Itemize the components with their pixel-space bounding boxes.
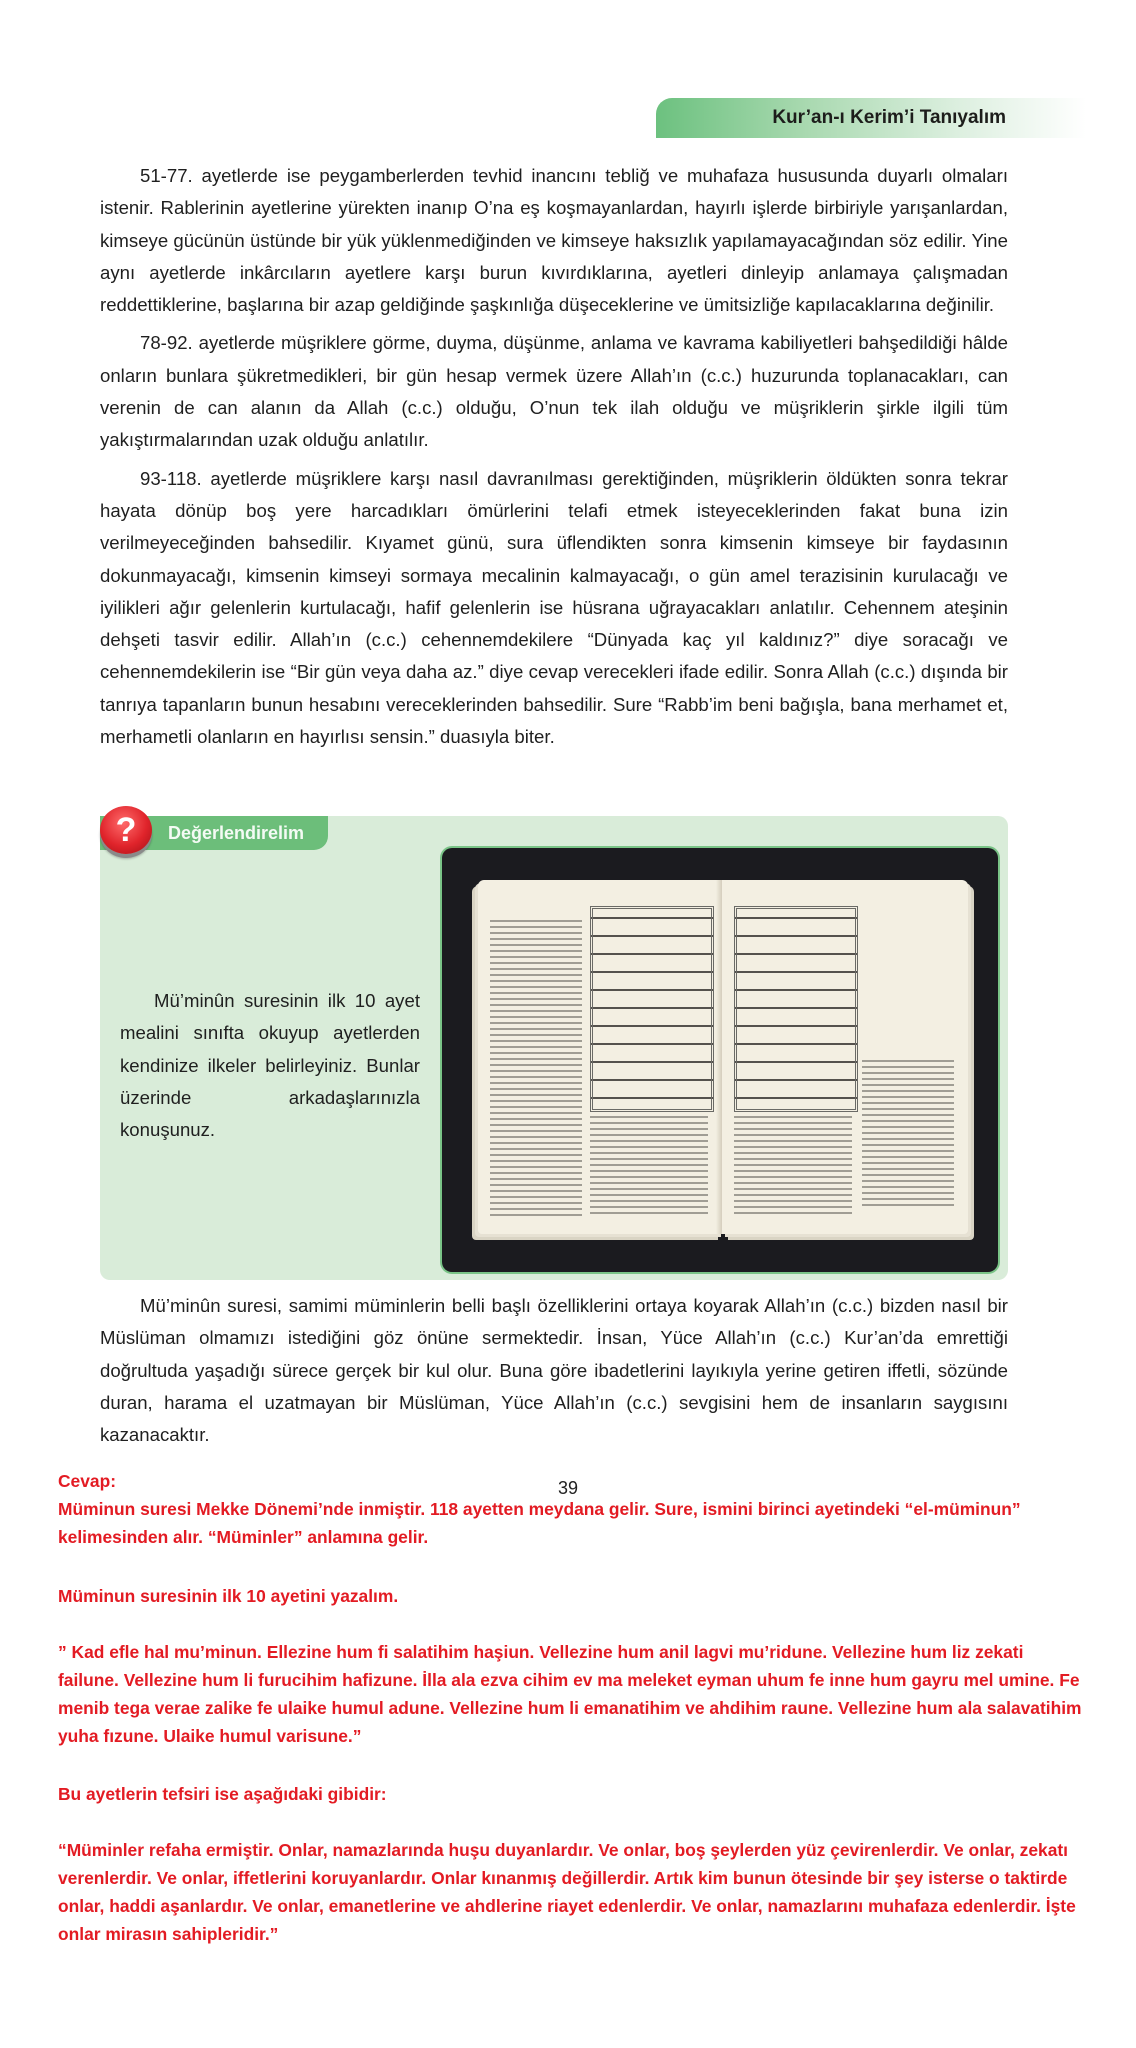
body-text — [100, 160, 1008, 759]
translation-text-lines — [734, 1116, 852, 1216]
paragraph-93-118: 93-118. ayetlerde müşriklere karşı nasıl davranılması gerektiğinden, müşriklerin öldükten sonra tekrar hayata dönüp boş yere harcadıkları ömürlerini telafi etmek isteyeceklerinden fakat buna izin verilmeyeceğinden bahsedilir. Kıyamet günü, sura üflendikten sonra kimsenin kimseye bir faydasının dokunmayacağı, kimsenin kimseyi sormaya mecalinin kalmayacağı, o gün amel terazisinin kurulacağı ve iyilikleri ağır gelenlerin kurtulacağı, hafif gelenlerin ise hüsrana uğrayacakları anlatılır. Cehennem ateşinin dehşeti tasvir edilir. Allah’ın (c.c.) cehennemdekilere “Dünyada kaç yıl kaldınız?” diye soracağı ve cehennemdekilerin ise “Bir gün veya daha az.” diye cevap verecekleri ifade edilir. Sonra Allah (c.c.) dışında bir tanrıya tapanların bunun hesabını vereceklerinden bahsedilir. Sure “Rabb’im beni bağışla, bana merhamet et, merhametli olanların en hayırlısı sensin.” duasıyla biter. — [100, 467, 1008, 748]
evaluation-title: Değerlendirelim — [168, 823, 305, 843]
answer-tafsir-heading: Bu ayetlerin tefsiri ise aşağıdaki gibidir: — [58, 1784, 387, 1804]
translation-text-lines — [490, 920, 582, 1220]
answer-intro: Müminun suresi Mekke Dönemi’nde inmiştir. 118 ayetten meydana gelir. Sure, ismini birinci ayetindeki “el-müminun” kelimesinden alır. “Müminler” anlamına gelir. — [58, 1499, 1021, 1547]
chapter-title: Kur’an-ı Kerim’i Tanıyalım — [772, 107, 1006, 128]
paragraph-78-92: 78-92. ayetlerde müşriklere görme, duyma, düşünme, anlama ve kavrama kabiliyetleri bahşedildiği hâlde onların bunlara şükretmedikleri, bir gün hesap vermek üzere Allah’ın (c.c.) huzurunda toplanacakları, can verenin de can alanın da Allah (c.c.) olduğu, O’nun tek ilah olduğu ve müşriklerin şirkle ilgili tüm yakıştırmalarından uzak olduğu anlatılır. — [100, 332, 1008, 451]
translation-text-lines — [590, 1116, 708, 1216]
arabic-text-frame — [734, 906, 858, 1112]
answer-verses-heading: Müminun suresinin ilk 10 ayetini yazalım. — [58, 1586, 399, 1606]
answer-tafsir: “Müminler refaha ermiştir. Onlar, namazlarında huşu duyanlardır. Ve onlar, boş şeylerden yüz çevirenlerdir. Ve onlar, zekatı verenlerdir. Ve onlar, iffetlerini koruyanlardır. Onlar kınanmış değillerdir. Artık kim bunun ötesinde bir şey isterse o taktirde onlar, haddi aşanlardır. Ve onlar, emanetlerine ve ahdlerine riayet edenlerdir. Ve onlar, namazlarını muhafaza edenlerdir. İşte onlar mirasın sahipleridir.” — [58, 1840, 1076, 1944]
book-left-page — [478, 880, 724, 1234]
translation-text-lines — [862, 1060, 954, 1210]
answer-verses: ” Kad efle hal mu’minun. Ellezine hum fi salatihim haşiun. Vellezine hum anil lagvi mu’ridune. Vellezine hum liz zekati failune. Vellezine hum li furucihim hafizune. İlla ala ezva cihim ev ma meleket eyman uhum fe inne hum gayru mel umine. Fe menib tega verae zalike fe ulaike humul adune. Vellezine hum li emanatihim ve ahdihim raune. Vellezine hum ala salavatihim yuha fızune. Ulaike humul varisune.” — [58, 1642, 1082, 1746]
answer-label: Cevap: — [58, 1471, 116, 1491]
arabic-text-frame — [590, 906, 714, 1112]
closing-paragraph: Mü’minûn suresi, samimi müminlerin belli başlı özelliklerini ortaya koyarak Allah’ın (c.c.) bizden nasıl bir Müslüman olmamızı istediğini göz önüne sermektedir. İnsan, Yüce Allah’ın (c.c.) Kur’an’da emrettiği doğrultuda yaşadığı sürece gerçek bir kul olur. Buna göre ibadetlerini layıkıyla yerine getiren iffetli, sözünde duran, harama el uzatmayan bir Müslüman, Yüce Allah’ın (c.c.) sevgisini hem de insanların saygısını kazanacaktır. — [100, 1295, 1008, 1446]
page-number: 39 — [557, 1478, 579, 1498]
quran-book-photo — [442, 848, 998, 1272]
book-right-page — [722, 880, 968, 1234]
question-mark-icon: ? — [100, 806, 152, 854]
evaluation-instruction: Mü’minûn suresinin ilk 10 ayet mealini sınıfta okuyup ayetlerden kendinize ilkeler belirleyiniz. Bunlar üzerinde arkadaşlarınızla konuşunuz. — [120, 990, 420, 1141]
paragraph-51-77: 51-77. ayetlerde ise peygamberlerden tevhid inancını tebliğ ve muhafaza hususunda duyarlı olmaları istenir. Rablerinin ayetlerine yürekten inanıp O’na eş koşmayanlardan, hayırlı işlerde birbiriyle yarışanlardan, kimseye gücünün üstünde bir yük yüklenmediğinden ve kimseye haksızlık yapılamayacağından söz edilir. Yine aynı ayetlerde inkârcıların ayetlere karşı burun kıvırdıklarına, ayetleri dinleyip anlamaya çalışmadan reddettiklerine, başlarına bir azap geldiğinde şaşkınlığa düşeceklerine ve ümitsizliğe kapılacaklarına değinilir. — [100, 165, 1008, 316]
open-book-illustration — [470, 868, 970, 1246]
closing-text — [100, 1290, 1008, 1457]
